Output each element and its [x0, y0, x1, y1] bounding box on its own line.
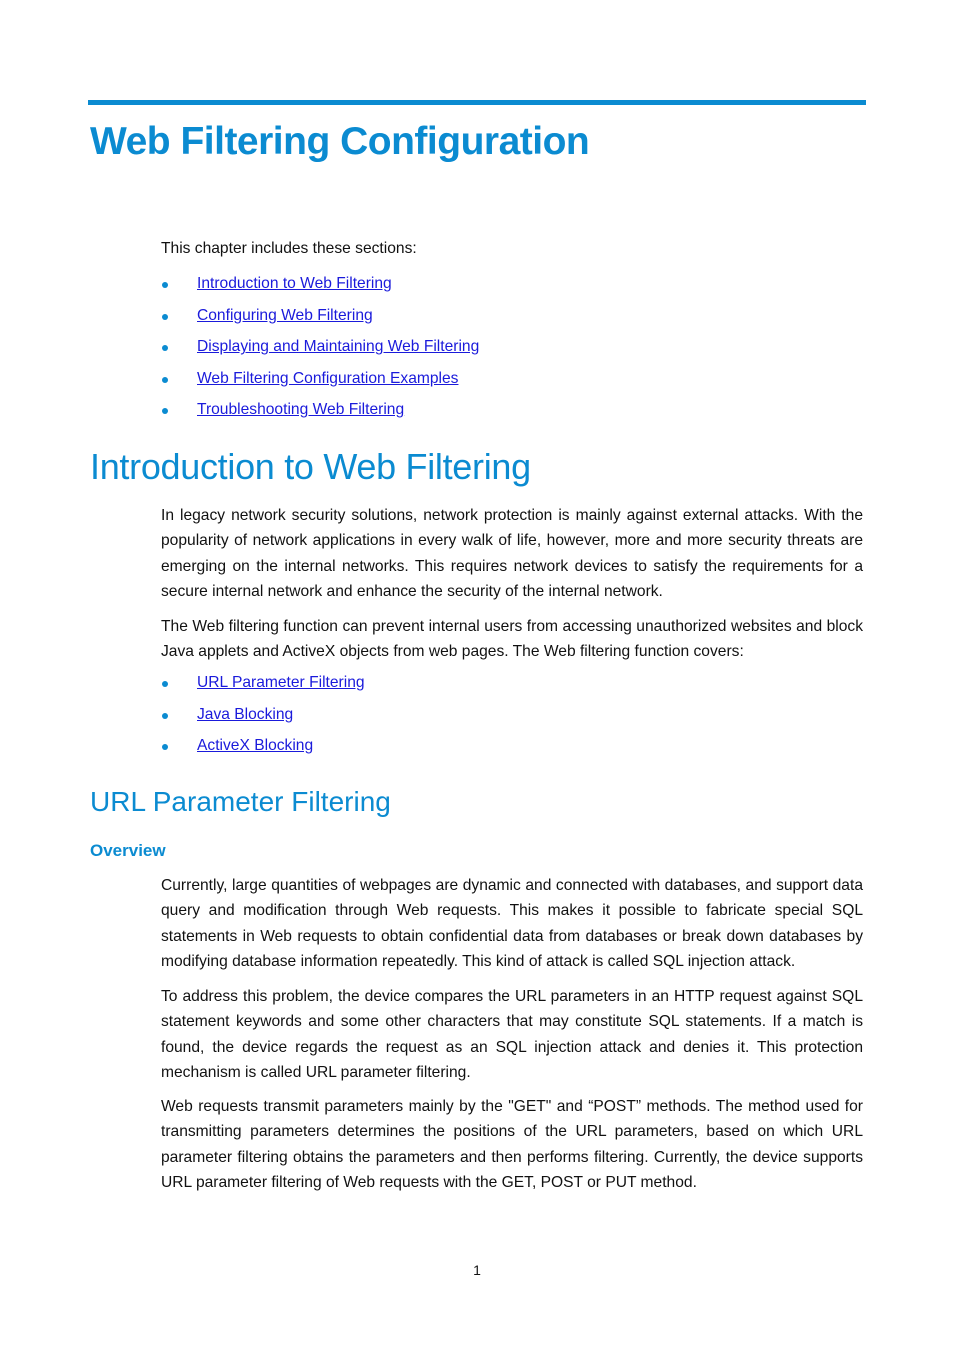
- link-activex-blocking[interactable]: ActiveX Blocking: [197, 737, 314, 755]
- toc-link-displaying[interactable]: Displaying and Maintaining Web Filtering: [197, 338, 480, 356]
- toc-link-introduction[interactable]: Introduction to Web Filtering: [197, 275, 392, 292]
- bullet-icon: [162, 681, 168, 687]
- toc-intro: This chapter includes these sections:: [161, 240, 417, 257]
- bullet-icon: [162, 282, 168, 288]
- section-heading-introduction: Introduction to Web Filtering: [90, 446, 531, 487]
- toc-link-configuring[interactable]: Configuring Web Filtering: [197, 306, 373, 324]
- intro-paragraph-1: In legacy network security solutions, network protection is mainly against external attacks. With the popularity of network applications in every walk of life, however, more and more security threats are emerging on the internal networks. This requires network devices to satisfy the requirements for a secure internal network and enhance the security of the internal network.: [161, 507, 863, 600]
- section-heading-url-parameter-filtering: URL Parameter Filtering: [90, 786, 391, 817]
- overview-paragraph-2: To address this problem, the device compares the URL parameters in an HTTP request against SQL statement keywords and some other characters that may constitute SQL statements. If a match is found, the device regards the request as an SQL injection attack and denies it. This protection mechanism is called URL parameter filtering.: [161, 988, 863, 1081]
- overview-paragraph-3: Web requests transmit parameters mainly by the "GET" and “POST” methods. The method used for transmitting parameters determines the positions of the URL parameters, based on which URL parameter filtering obtains the parameters and then performs filtering. Currently, the device supports URL parameter filtering of Web requests with the GET, POST or PUT method.: [161, 1098, 863, 1191]
- bullet-icon: [162, 744, 168, 750]
- toc-link-examples[interactable]: Web Filtering Configuration Examples: [197, 369, 459, 387]
- toc-link-troubleshooting[interactable]: Troubleshooting Web Filtering: [197, 401, 405, 419]
- bullet-icon: [162, 377, 168, 383]
- bullet-icon: [162, 345, 168, 351]
- link-url-parameter-filtering[interactable]: URL Parameter Filtering: [197, 674, 365, 691]
- page-number: 1: [473, 1262, 481, 1278]
- bullet-icon: [162, 408, 168, 414]
- chapter-title: Web Filtering Configuration: [90, 120, 590, 163]
- bullet-icon: [162, 713, 168, 719]
- overview-paragraph-1: Currently, large quantities of webpages are dynamic and connected with databases, and support data query and modification through Web requests. This makes it possible to fabricate special SQL statements in Web requests to obtain confidential data from databases or break down databases by modifying database information repeatedly. This kind of attack is called SQL injection attack.: [161, 877, 863, 970]
- bullet-icon: [162, 314, 168, 320]
- chapter-top-rule: [88, 100, 866, 105]
- subheading-overview: Overview: [90, 841, 166, 860]
- intro-paragraph-2: The Web filtering function can prevent internal users from accessing unauthorized websites and block Java applets and ActiveX objects from web pages. The Web filtering function covers:: [161, 618, 863, 661]
- link-java-blocking[interactable]: Java Blocking: [197, 705, 294, 723]
